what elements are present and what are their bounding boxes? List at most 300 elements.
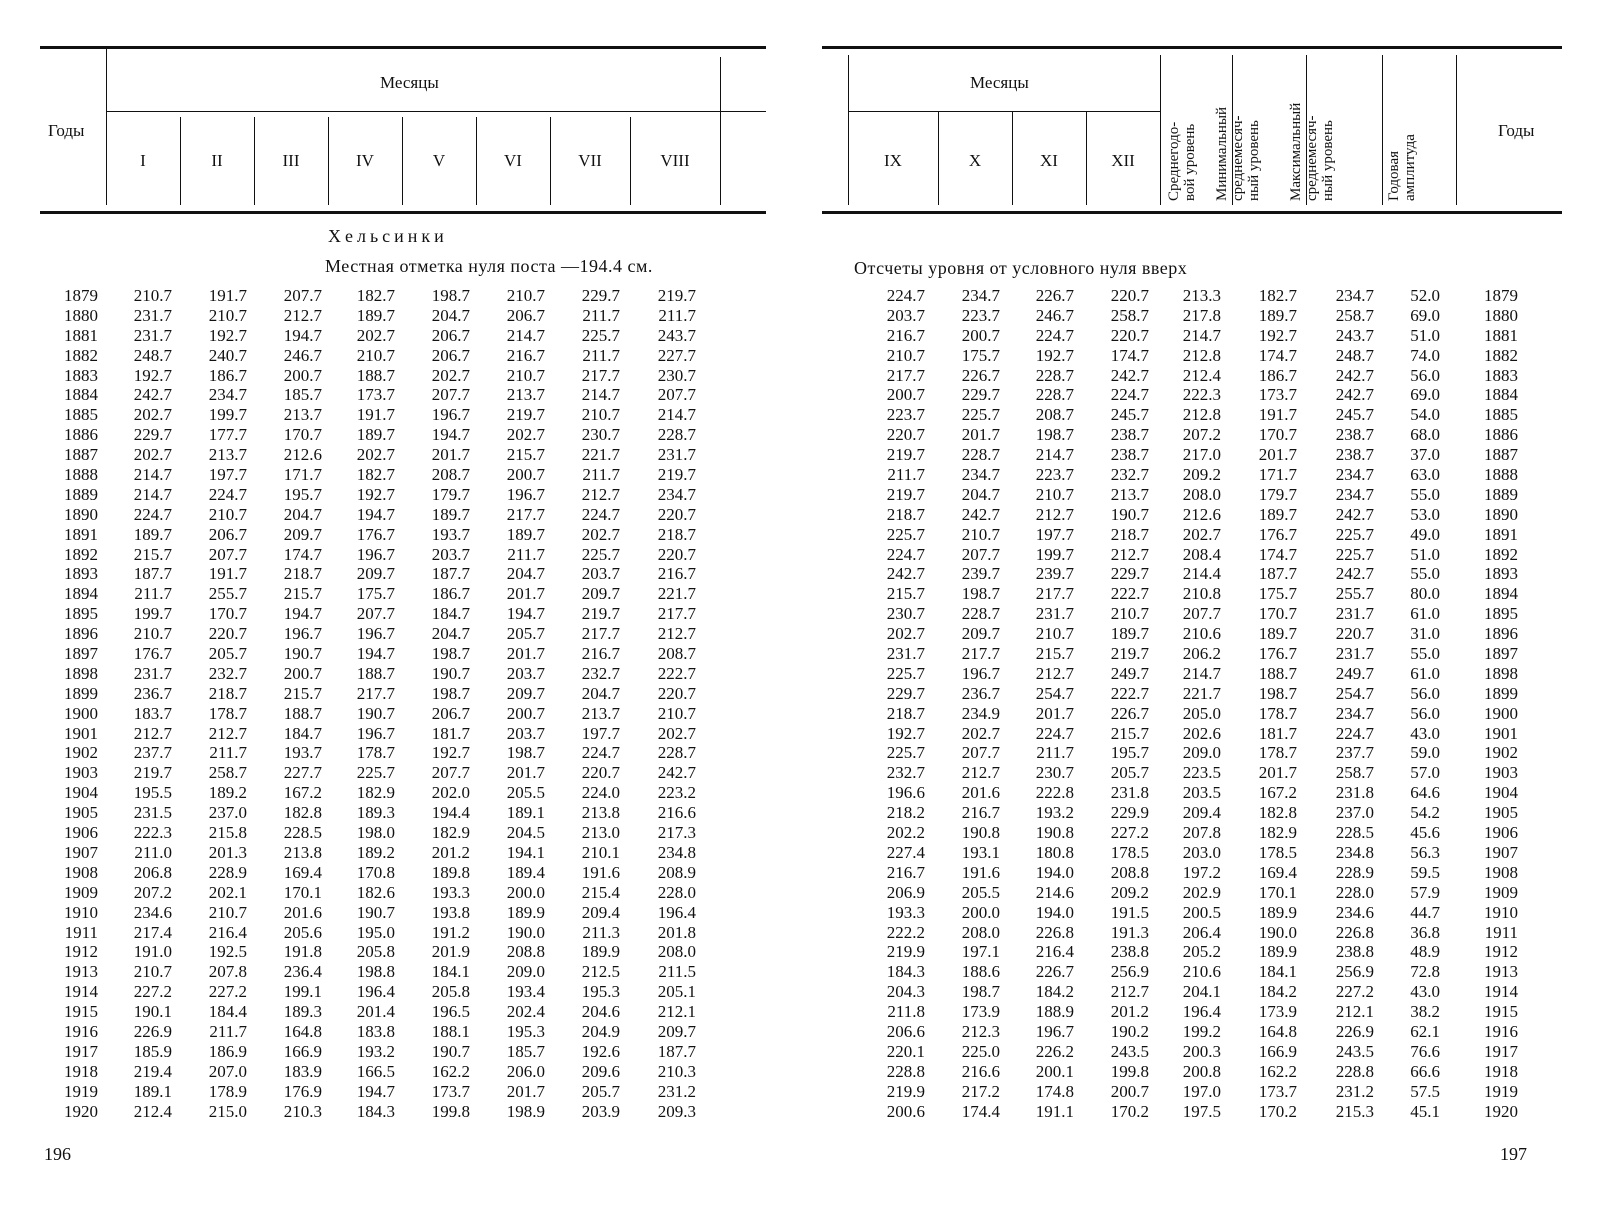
value-cell: 207.8 xyxy=(1182,823,1221,843)
value-cell: 210.7 xyxy=(506,286,545,305)
year-cell: 1898 xyxy=(64,663,98,683)
value-cell: 173.9 xyxy=(1258,1002,1297,1022)
value-cell: 183.7 xyxy=(133,703,172,723)
value-cell: 209.2 xyxy=(1182,465,1221,485)
value-cell: 234.8 xyxy=(657,842,696,862)
month-header-III: III xyxy=(282,151,300,170)
value-cell: 178.7 xyxy=(356,743,395,763)
value-cell: 196.4 xyxy=(1182,1002,1221,1022)
value-cell: 227.4 xyxy=(886,842,925,862)
value-cell: 170.7 xyxy=(283,425,322,445)
value-cell: 62.1 xyxy=(1410,1021,1440,1041)
value-cell: 187.7 xyxy=(657,1041,696,1061)
min-monthly-header: Минимальный среднемесяч- ный уровень xyxy=(1214,106,1262,201)
value-cell: 231.7 xyxy=(1035,604,1074,624)
month-header-IX: IX xyxy=(884,151,902,170)
year-cell: 1919 xyxy=(64,1081,98,1101)
value-cell: 224.7 xyxy=(133,504,172,524)
value-cell: 207.7 xyxy=(431,763,470,783)
value-cell: 202.7 xyxy=(133,445,172,465)
table-row xyxy=(0,385,790,405)
table-row xyxy=(0,1062,790,1082)
value-cell: 212.7 xyxy=(283,305,322,325)
value-cell: 207.7 xyxy=(356,604,395,624)
table-row xyxy=(800,724,1600,744)
table-row xyxy=(800,823,1600,843)
value-cell: 212.8 xyxy=(1182,405,1221,425)
table-row xyxy=(0,545,790,565)
value-cell: 218.7 xyxy=(886,504,925,524)
value-cell: 189.7 xyxy=(356,305,395,325)
mean-annual-header: Среднегодо- вой уровень xyxy=(1166,121,1198,201)
value-cell: 203.7 xyxy=(506,723,545,743)
value-cell: 210.6 xyxy=(1182,962,1221,982)
value-cell: 56.0 xyxy=(1410,683,1440,703)
year-cell: 1916 xyxy=(64,1021,98,1041)
value-cell: 183.9 xyxy=(283,1061,322,1081)
value-cell: 232.7 xyxy=(886,763,925,783)
value-cell: 178.5 xyxy=(1110,842,1149,862)
value-cell: 209.4 xyxy=(1182,803,1221,823)
value-cell: 215.8 xyxy=(208,823,247,843)
value-cell: 209.7 xyxy=(961,624,1000,644)
value-cell: 227.2 xyxy=(208,982,247,1002)
value-cell: 231.7 xyxy=(133,663,172,683)
value-cell: 219.7 xyxy=(886,445,925,465)
value-cell: 189.2 xyxy=(356,842,395,862)
value-cell: 226.7 xyxy=(1110,703,1149,723)
value-cell: 219.7 xyxy=(581,604,620,624)
value-cell: 210.7 xyxy=(208,305,247,325)
value-cell: 189.9 xyxy=(1258,902,1297,922)
table-row xyxy=(0,803,790,823)
value-cell: 201.9 xyxy=(431,942,470,962)
year-cell: 1892 xyxy=(1484,544,1518,564)
value-cell: 170.2 xyxy=(1258,1101,1297,1121)
value-cell: 220.7 xyxy=(657,683,696,703)
value-cell: 238.8 xyxy=(1110,942,1149,962)
value-cell: 176.7 xyxy=(133,644,172,664)
value-cell: 201.8 xyxy=(657,922,696,942)
year-cell: 1910 xyxy=(1484,902,1518,922)
value-cell: 69.0 xyxy=(1410,385,1440,405)
value-cell: 209.4 xyxy=(581,902,620,922)
value-cell: 188.7 xyxy=(356,365,395,385)
value-cell: 206.7 xyxy=(431,345,470,365)
value-cell: 201.7 xyxy=(506,644,545,664)
value-cell: 210.3 xyxy=(283,1101,322,1121)
value-cell: 59.0 xyxy=(1410,743,1440,763)
value-cell: 197.7 xyxy=(1035,524,1074,544)
value-cell: 190.7 xyxy=(431,1041,470,1061)
value-cell: 223.7 xyxy=(961,305,1000,325)
value-cell: 216.6 xyxy=(657,803,696,823)
value-cell: 249.7 xyxy=(1335,663,1374,683)
year-cell: 1909 xyxy=(1484,882,1518,902)
value-cell: 189.7 xyxy=(356,425,395,445)
value-cell: 210.8 xyxy=(1182,584,1221,604)
value-cell: 204.3 xyxy=(886,982,925,1002)
value-cell: 207.7 xyxy=(208,544,247,564)
value-cell: 234.7 xyxy=(208,385,247,405)
value-cell: 234.7 xyxy=(1335,286,1374,305)
year-cell: 1907 xyxy=(64,842,98,862)
value-cell: 189.7 xyxy=(133,524,172,544)
value-cell: 222.7 xyxy=(1110,584,1149,604)
value-cell: 217.7 xyxy=(657,604,696,624)
value-cell: 203.7 xyxy=(886,305,925,325)
value-cell: 200.7 xyxy=(506,703,545,723)
value-cell: 193.7 xyxy=(283,743,322,763)
value-cell: 237.7 xyxy=(133,743,172,763)
value-cell: 189.7 xyxy=(1110,624,1149,644)
value-cell: 182.8 xyxy=(283,803,322,823)
value-cell: 181.7 xyxy=(431,723,470,743)
value-cell: 173.7 xyxy=(1258,1081,1297,1101)
value-cell: 218.7 xyxy=(208,683,247,703)
value-cell: 219.7 xyxy=(657,465,696,485)
value-cell: 182.7 xyxy=(356,465,395,485)
value-cell: 228.7 xyxy=(1035,365,1074,385)
year-cell: 1914 xyxy=(1484,982,1518,1002)
month-header-VI: VI xyxy=(504,151,522,170)
value-cell: 182.9 xyxy=(356,783,395,803)
year-cell: 1915 xyxy=(1484,1002,1518,1022)
value-cell: 198.7 xyxy=(961,584,1000,604)
value-cell: 192.7 xyxy=(886,723,925,743)
year-cell: 1911 xyxy=(1484,922,1518,942)
value-cell: 185.7 xyxy=(506,1041,545,1061)
value-cell: 245.7 xyxy=(1335,405,1374,425)
value-cell: 190.8 xyxy=(1035,823,1074,843)
value-cell: 186.7 xyxy=(208,365,247,385)
value-cell: 190.8 xyxy=(961,823,1000,843)
year-cell: 1894 xyxy=(1484,584,1518,604)
value-cell: 201.2 xyxy=(1110,1002,1149,1022)
table-row xyxy=(0,763,790,783)
value-cell: 225.7 xyxy=(886,524,925,544)
value-cell: 170.1 xyxy=(1258,882,1297,902)
value-cell: 228.7 xyxy=(1035,385,1074,405)
value-cell: 196.7 xyxy=(283,624,322,644)
year-cell: 1884 xyxy=(1484,385,1518,405)
value-cell: 201.7 xyxy=(431,445,470,465)
value-cell: 209.6 xyxy=(581,1061,620,1081)
value-cell: 205.5 xyxy=(506,783,545,803)
value-cell: 202.7 xyxy=(961,723,1000,743)
value-cell: 189.8 xyxy=(431,862,470,882)
table-row xyxy=(800,684,1600,704)
year-cell: 1900 xyxy=(1484,703,1518,723)
value-cell: 185.7 xyxy=(283,385,322,405)
value-cell: 190.1 xyxy=(133,1002,172,1022)
value-cell: 72.8 xyxy=(1410,962,1440,982)
year-cell: 1896 xyxy=(1484,624,1518,644)
table-row xyxy=(800,425,1600,445)
value-cell: 169.4 xyxy=(283,862,322,882)
value-cell: 191.7 xyxy=(208,564,247,584)
value-cell: 200.0 xyxy=(506,882,545,902)
value-cell: 258.7 xyxy=(208,763,247,783)
value-cell: 200.8 xyxy=(1182,1061,1221,1081)
value-cell: 206.8 xyxy=(133,862,172,882)
months-header: Месяцы xyxy=(380,73,439,92)
value-cell: 173.7 xyxy=(1258,385,1297,405)
value-cell: 191.5 xyxy=(1110,902,1149,922)
value-cell: 231.7 xyxy=(1335,644,1374,664)
month-header-XII: XII xyxy=(1111,151,1135,170)
value-cell: 207.7 xyxy=(1182,604,1221,624)
value-cell: 224.7 xyxy=(886,544,925,564)
value-cell: 202.7 xyxy=(657,723,696,743)
value-cell: 209.7 xyxy=(283,524,322,544)
value-cell: 204.7 xyxy=(283,504,322,524)
value-cell: 198.7 xyxy=(1035,425,1074,445)
value-cell: 215.0 xyxy=(208,1101,247,1121)
value-cell: 223.2 xyxy=(657,783,696,803)
years-header: Годы xyxy=(48,121,85,140)
value-cell: 174.4 xyxy=(961,1101,1000,1121)
value-cell: 230.7 xyxy=(1035,763,1074,783)
value-cell: 189.9 xyxy=(1258,942,1297,962)
value-cell: 202.7 xyxy=(133,405,172,425)
page-number-right: 197 xyxy=(1500,1144,1527,1164)
value-cell: 231.7 xyxy=(886,644,925,664)
value-cell: 236.4 xyxy=(283,962,322,982)
value-cell: 214.7 xyxy=(1182,325,1221,345)
value-cell: 225.7 xyxy=(1335,524,1374,544)
value-cell: 219.4 xyxy=(133,1061,172,1081)
value-cell: 207.7 xyxy=(431,385,470,405)
value-cell: 197.1 xyxy=(961,942,1000,962)
value-cell: 200.7 xyxy=(506,465,545,485)
value-cell: 258.7 xyxy=(1110,305,1149,325)
value-cell: 201.6 xyxy=(283,902,322,922)
value-cell: 178.9 xyxy=(208,1081,247,1101)
table-row xyxy=(800,326,1600,346)
value-cell: 234.8 xyxy=(1335,842,1374,862)
year-cell: 1902 xyxy=(64,743,98,763)
value-cell: 200.7 xyxy=(886,385,925,405)
table-row xyxy=(800,783,1600,803)
value-cell: 189.9 xyxy=(581,942,620,962)
table-row xyxy=(0,1042,790,1062)
value-cell: 221.7 xyxy=(581,445,620,465)
value-cell: 210.7 xyxy=(1035,624,1074,644)
value-cell: 256.9 xyxy=(1110,962,1149,982)
value-cell: 234.6 xyxy=(133,902,172,922)
value-cell: 202.6 xyxy=(1182,723,1221,743)
value-cell: 203.7 xyxy=(581,564,620,584)
value-cell: 210.7 xyxy=(208,902,247,922)
value-cell: 218.7 xyxy=(283,564,322,584)
value-cell: 216.7 xyxy=(506,345,545,365)
table-row xyxy=(0,485,790,505)
table-row xyxy=(800,942,1600,962)
value-cell: 170.7 xyxy=(1258,425,1297,445)
value-cell: 211.7 xyxy=(134,584,172,604)
value-cell: 192.5 xyxy=(208,942,247,962)
value-cell: 231.5 xyxy=(133,803,172,823)
value-cell: 229.7 xyxy=(961,385,1000,405)
value-cell: 206.7 xyxy=(208,524,247,544)
year-cell: 1887 xyxy=(1484,445,1518,465)
table-row xyxy=(0,505,790,525)
value-cell: 188.9 xyxy=(1035,1002,1074,1022)
table-row xyxy=(800,883,1600,903)
value-cell: 191.6 xyxy=(581,862,620,882)
value-cell: 204.7 xyxy=(431,305,470,325)
value-cell: 188.7 xyxy=(356,663,395,683)
value-cell: 167.2 xyxy=(283,783,322,803)
value-cell: 170.1 xyxy=(283,882,322,902)
year-cell: 1889 xyxy=(1484,484,1518,504)
table-row xyxy=(0,704,790,724)
year-cell: 1911 xyxy=(64,922,98,942)
value-cell: 213.3 xyxy=(1182,286,1221,305)
year-cell: 1917 xyxy=(1484,1041,1518,1061)
value-cell: 214.4 xyxy=(1182,564,1221,584)
value-cell: 210.7 xyxy=(1110,604,1149,624)
value-cell: 200.7 xyxy=(1110,1081,1149,1101)
year-cell: 1919 xyxy=(1484,1081,1518,1101)
value-cell: 194.7 xyxy=(506,604,545,624)
value-cell: 206.4 xyxy=(1182,922,1221,942)
table-row xyxy=(0,923,790,943)
value-cell: 227.7 xyxy=(283,763,322,783)
value-cell: 189.3 xyxy=(356,803,395,823)
year-cell: 1898 xyxy=(1484,663,1518,683)
value-cell: 199.7 xyxy=(1035,544,1074,564)
value-cell: 191.7 xyxy=(1258,405,1297,425)
year-cell: 1886 xyxy=(64,425,98,445)
value-cell: 189.7 xyxy=(506,524,545,544)
value-cell: 201.2 xyxy=(431,842,470,862)
value-cell: 238.8 xyxy=(1335,942,1374,962)
value-cell: 191.2 xyxy=(431,922,470,942)
value-cell: 200.0 xyxy=(961,902,1000,922)
value-cell: 177.7 xyxy=(208,425,247,445)
value-cell: 188.7 xyxy=(1258,663,1297,683)
value-cell: 212.6 xyxy=(1182,504,1221,524)
value-cell: 207.7 xyxy=(283,286,322,305)
value-cell: 211.7 xyxy=(582,305,620,325)
value-cell: 164.8 xyxy=(1258,1021,1297,1041)
value-cell: 184.7 xyxy=(431,604,470,624)
year-cell: 1881 xyxy=(1484,325,1518,345)
value-cell: 54.2 xyxy=(1410,803,1440,823)
value-cell: 184.4 xyxy=(208,1002,247,1022)
value-cell: 190.7 xyxy=(431,663,470,683)
table-row xyxy=(0,644,790,664)
value-cell: 211.5 xyxy=(658,962,696,982)
value-cell: 206.7 xyxy=(431,703,470,723)
year-cell: 1920 xyxy=(64,1101,98,1121)
table-row xyxy=(800,803,1600,823)
value-cell: 202.7 xyxy=(431,365,470,385)
year-cell: 1888 xyxy=(1484,465,1518,485)
year-cell: 1884 xyxy=(64,385,98,405)
value-cell: 203.7 xyxy=(431,544,470,564)
value-cell: 213.8 xyxy=(283,842,322,862)
year-cell: 1883 xyxy=(64,365,98,385)
value-cell: 193.7 xyxy=(431,524,470,544)
value-cell: 220.1 xyxy=(886,1041,925,1061)
value-cell: 210.7 xyxy=(133,286,172,305)
value-cell: 217.7 xyxy=(961,644,1000,664)
table-row xyxy=(0,883,790,903)
value-cell: 181.7 xyxy=(1258,723,1297,743)
year-cell: 1902 xyxy=(1484,743,1518,763)
value-cell: 214.7 xyxy=(581,385,620,405)
value-cell: 213.0 xyxy=(581,823,620,843)
value-cell: 227.2 xyxy=(133,982,172,1002)
value-cell: 196.7 xyxy=(1035,1021,1074,1041)
value-cell: 224.7 xyxy=(1110,385,1149,405)
value-cell: 212.7 xyxy=(208,723,247,743)
value-cell: 201.7 xyxy=(1258,763,1297,783)
value-cell: 212.4 xyxy=(1182,365,1221,385)
value-cell: 214.7 xyxy=(1182,663,1221,683)
value-cell: 206.2 xyxy=(1182,644,1221,664)
value-cell: 210.7 xyxy=(1035,484,1074,504)
table-row xyxy=(800,1082,1600,1102)
value-cell: 169.4 xyxy=(1258,862,1297,882)
table-row xyxy=(800,465,1600,485)
table-row xyxy=(0,405,790,425)
year-cell: 1913 xyxy=(64,962,98,982)
value-cell: 202.9 xyxy=(1182,882,1221,902)
value-cell: 210.7 xyxy=(657,703,696,723)
value-cell: 203.0 xyxy=(1182,842,1221,862)
value-cell: 189.7 xyxy=(431,504,470,524)
value-cell: 189.7 xyxy=(1258,624,1297,644)
value-cell: 238.7 xyxy=(1110,425,1149,445)
value-cell: 195.7 xyxy=(1110,743,1149,763)
value-cell: 202.7 xyxy=(1182,524,1221,544)
value-cell: 205.8 xyxy=(431,982,470,1002)
value-cell: 217.8 xyxy=(1182,305,1221,325)
value-cell: 209.7 xyxy=(506,683,545,703)
value-cell: 219.7 xyxy=(1110,644,1149,664)
value-cell: 212.6 xyxy=(283,445,322,465)
value-cell: 55.0 xyxy=(1410,564,1440,584)
year-cell: 1893 xyxy=(1484,564,1518,584)
value-cell: 224.0 xyxy=(581,783,620,803)
value-cell: 184.2 xyxy=(1258,982,1297,1002)
value-cell: 210.7 xyxy=(961,524,1000,544)
value-cell: 228.8 xyxy=(886,1061,925,1081)
table-row xyxy=(0,624,790,644)
value-cell: 213.7 xyxy=(1110,484,1149,504)
year-cell: 1906 xyxy=(1484,823,1518,843)
value-cell: 184.1 xyxy=(431,962,470,982)
year-cell: 1905 xyxy=(1484,803,1518,823)
value-cell: 242.7 xyxy=(961,504,1000,524)
value-cell: 234.7 xyxy=(657,484,696,504)
table-row xyxy=(800,604,1600,624)
month-header-VII: VII xyxy=(578,151,602,170)
value-cell: 216.7 xyxy=(581,644,620,664)
value-cell: 224.7 xyxy=(208,484,247,504)
value-cell: 224.7 xyxy=(581,504,620,524)
value-cell: 55.0 xyxy=(1410,644,1440,664)
page-number-left: 196 xyxy=(44,1144,71,1164)
value-cell: 212.7 xyxy=(133,723,172,743)
table-row xyxy=(0,525,790,545)
value-cell: 52.0 xyxy=(1410,286,1440,305)
table-row xyxy=(0,724,790,744)
